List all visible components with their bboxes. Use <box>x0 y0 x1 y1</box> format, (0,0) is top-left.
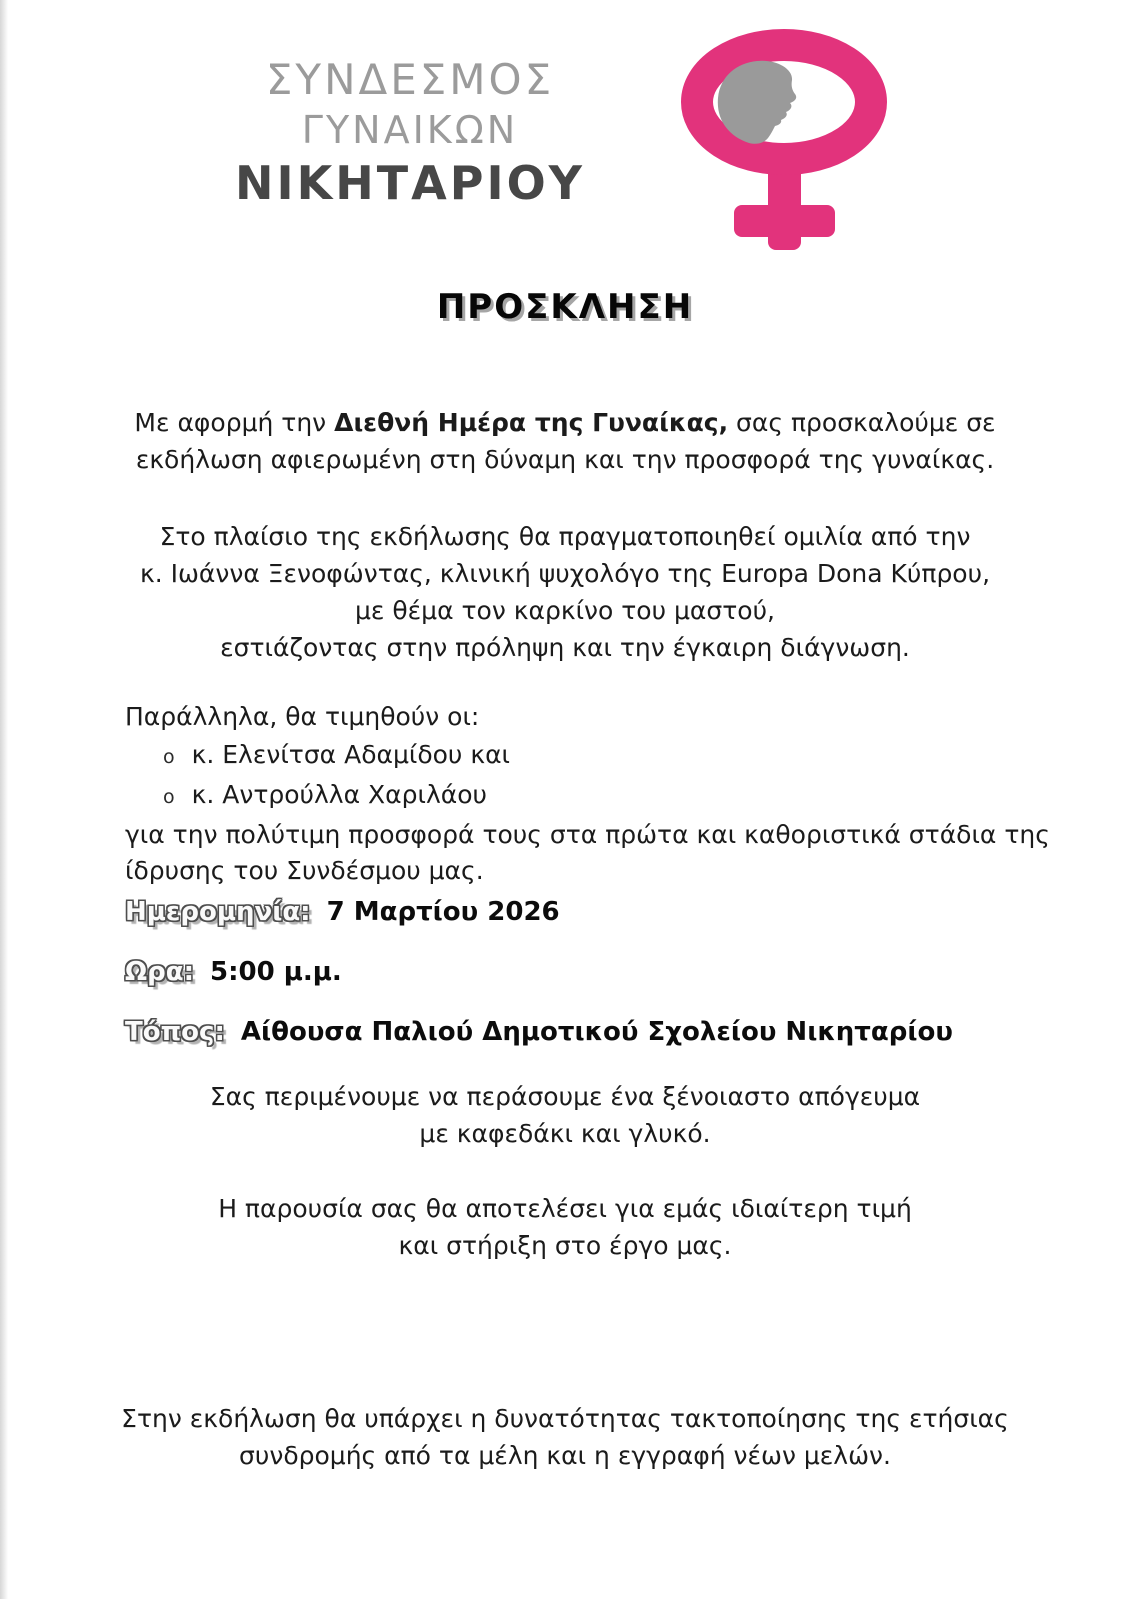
closing1-line-1: Σας περιμένουμε να περάσουμε ένα ξένοιαστο απόγευμα <box>209 1082 921 1111</box>
honors-intro: Παράλληλα, θα τιμηθούν οι: <box>125 702 480 731</box>
intro-line-2: εκδήλωση αφιερωμένη στη δύναμη και την προσφορά της γυναίκας. <box>135 445 995 474</box>
intro-line-1-suffix: σας προσκαλούμε σε <box>728 408 996 437</box>
intro-line-1-bold: Διεθνή Ημέρα της Γυναίκας, <box>334 408 729 437</box>
date-label: Ημερομηνία: <box>125 897 311 927</box>
organisation-name-line3: ΝΙΚΗΤΑΡΙΟΥ <box>235 156 585 210</box>
circle-bullet-icon: o <box>163 746 175 768</box>
circle-bullet-icon: o <box>163 786 175 808</box>
honoree-list-item <box>163 737 1117 775</box>
place-value: Αίθουσα Παλιού Δημοτικού Σχολείου Νικηταρίου <box>240 1017 953 1047</box>
organisation-name <box>228 54 592 212</box>
footer-line-2: συνδρομής από τα μέλη και η εγγραφή νέων μελών. <box>239 1441 891 1470</box>
honoree-name: κ. Αντρούλλα Χαριλάου <box>191 780 487 809</box>
detail-row-place <box>125 1012 953 1052</box>
closing2-line-1: Η παρουσία σας θα αποτελέσει για εμάς ιδιαίτερη τιμή <box>218 1194 912 1223</box>
honors-outro-line-2: ίδρυσης του Συνδέσμου μας. <box>125 856 484 885</box>
page-left-edge-shadow <box>0 0 8 1599</box>
honoree-list-item <box>163 777 1117 815</box>
detail-row-date <box>125 892 953 932</box>
event-details <box>125 892 953 1072</box>
talk-paragraph <box>0 518 1130 666</box>
time-label: Ωρα: <box>125 957 194 987</box>
closing1-line-2: με καφεδάκι και γλυκό. <box>419 1119 711 1148</box>
intro-paragraph <box>0 404 1130 478</box>
page-title: ΠΡΟΣΚΛΗΣΗ <box>436 287 694 327</box>
honors-outro-line-1: για την πολύτιμη προσφορά τους στα πρώτα και καθοριστικά στάδια της <box>125 820 1050 849</box>
organisation-name-line1: ΣΥΝΔΕΣΜΟΣ <box>265 55 555 104</box>
honoree-name: κ. Ελενίτσα Αδαμίδου και <box>191 740 511 769</box>
talk-line-1: Στο πλαίσιο της εκδήλωσης θα πραγματοποιηθεί ομιλία από την <box>159 522 971 551</box>
talk-line-3: με θέμα τον καρκίνο του μαστού, <box>355 596 775 625</box>
place-label: Τόπος: <box>125 1017 225 1047</box>
closing-paragraph-2 <box>0 1190 1130 1264</box>
venus-symbol-icon <box>652 22 902 258</box>
honors-section <box>125 699 1117 889</box>
closing2-line-2: και στήριξη στο έργο μας. <box>398 1231 732 1260</box>
intro-line-1-prefix: Με αφορμή την <box>134 408 335 437</box>
detail-row-time <box>125 952 953 992</box>
intro-line-1 <box>0 404 1130 441</box>
date-value: 7 Μαρτίου 2026 <box>326 897 560 927</box>
footer-note <box>0 1400 1130 1474</box>
closing-paragraph-1 <box>0 1078 1130 1152</box>
talk-line-2: κ. Ιωάννα Ξενοφώντας, κλινική ψυχολόγο της Europa Dona Κύπρου, <box>139 559 991 588</box>
time-value: 5:00 μ.μ. <box>209 957 342 987</box>
organisation-name-line2: ΓΥΝΑΙΚΩΝ <box>301 108 519 152</box>
talk-line-4: εστιάζοντας στην πρόληψη και την έγκαιρη διάγνωση. <box>220 633 910 662</box>
footer-line-1: Στην εκδήλωση θα υπάρχει η δυνατότητας τακτοποίησης της ετήσιας <box>121 1404 1009 1433</box>
